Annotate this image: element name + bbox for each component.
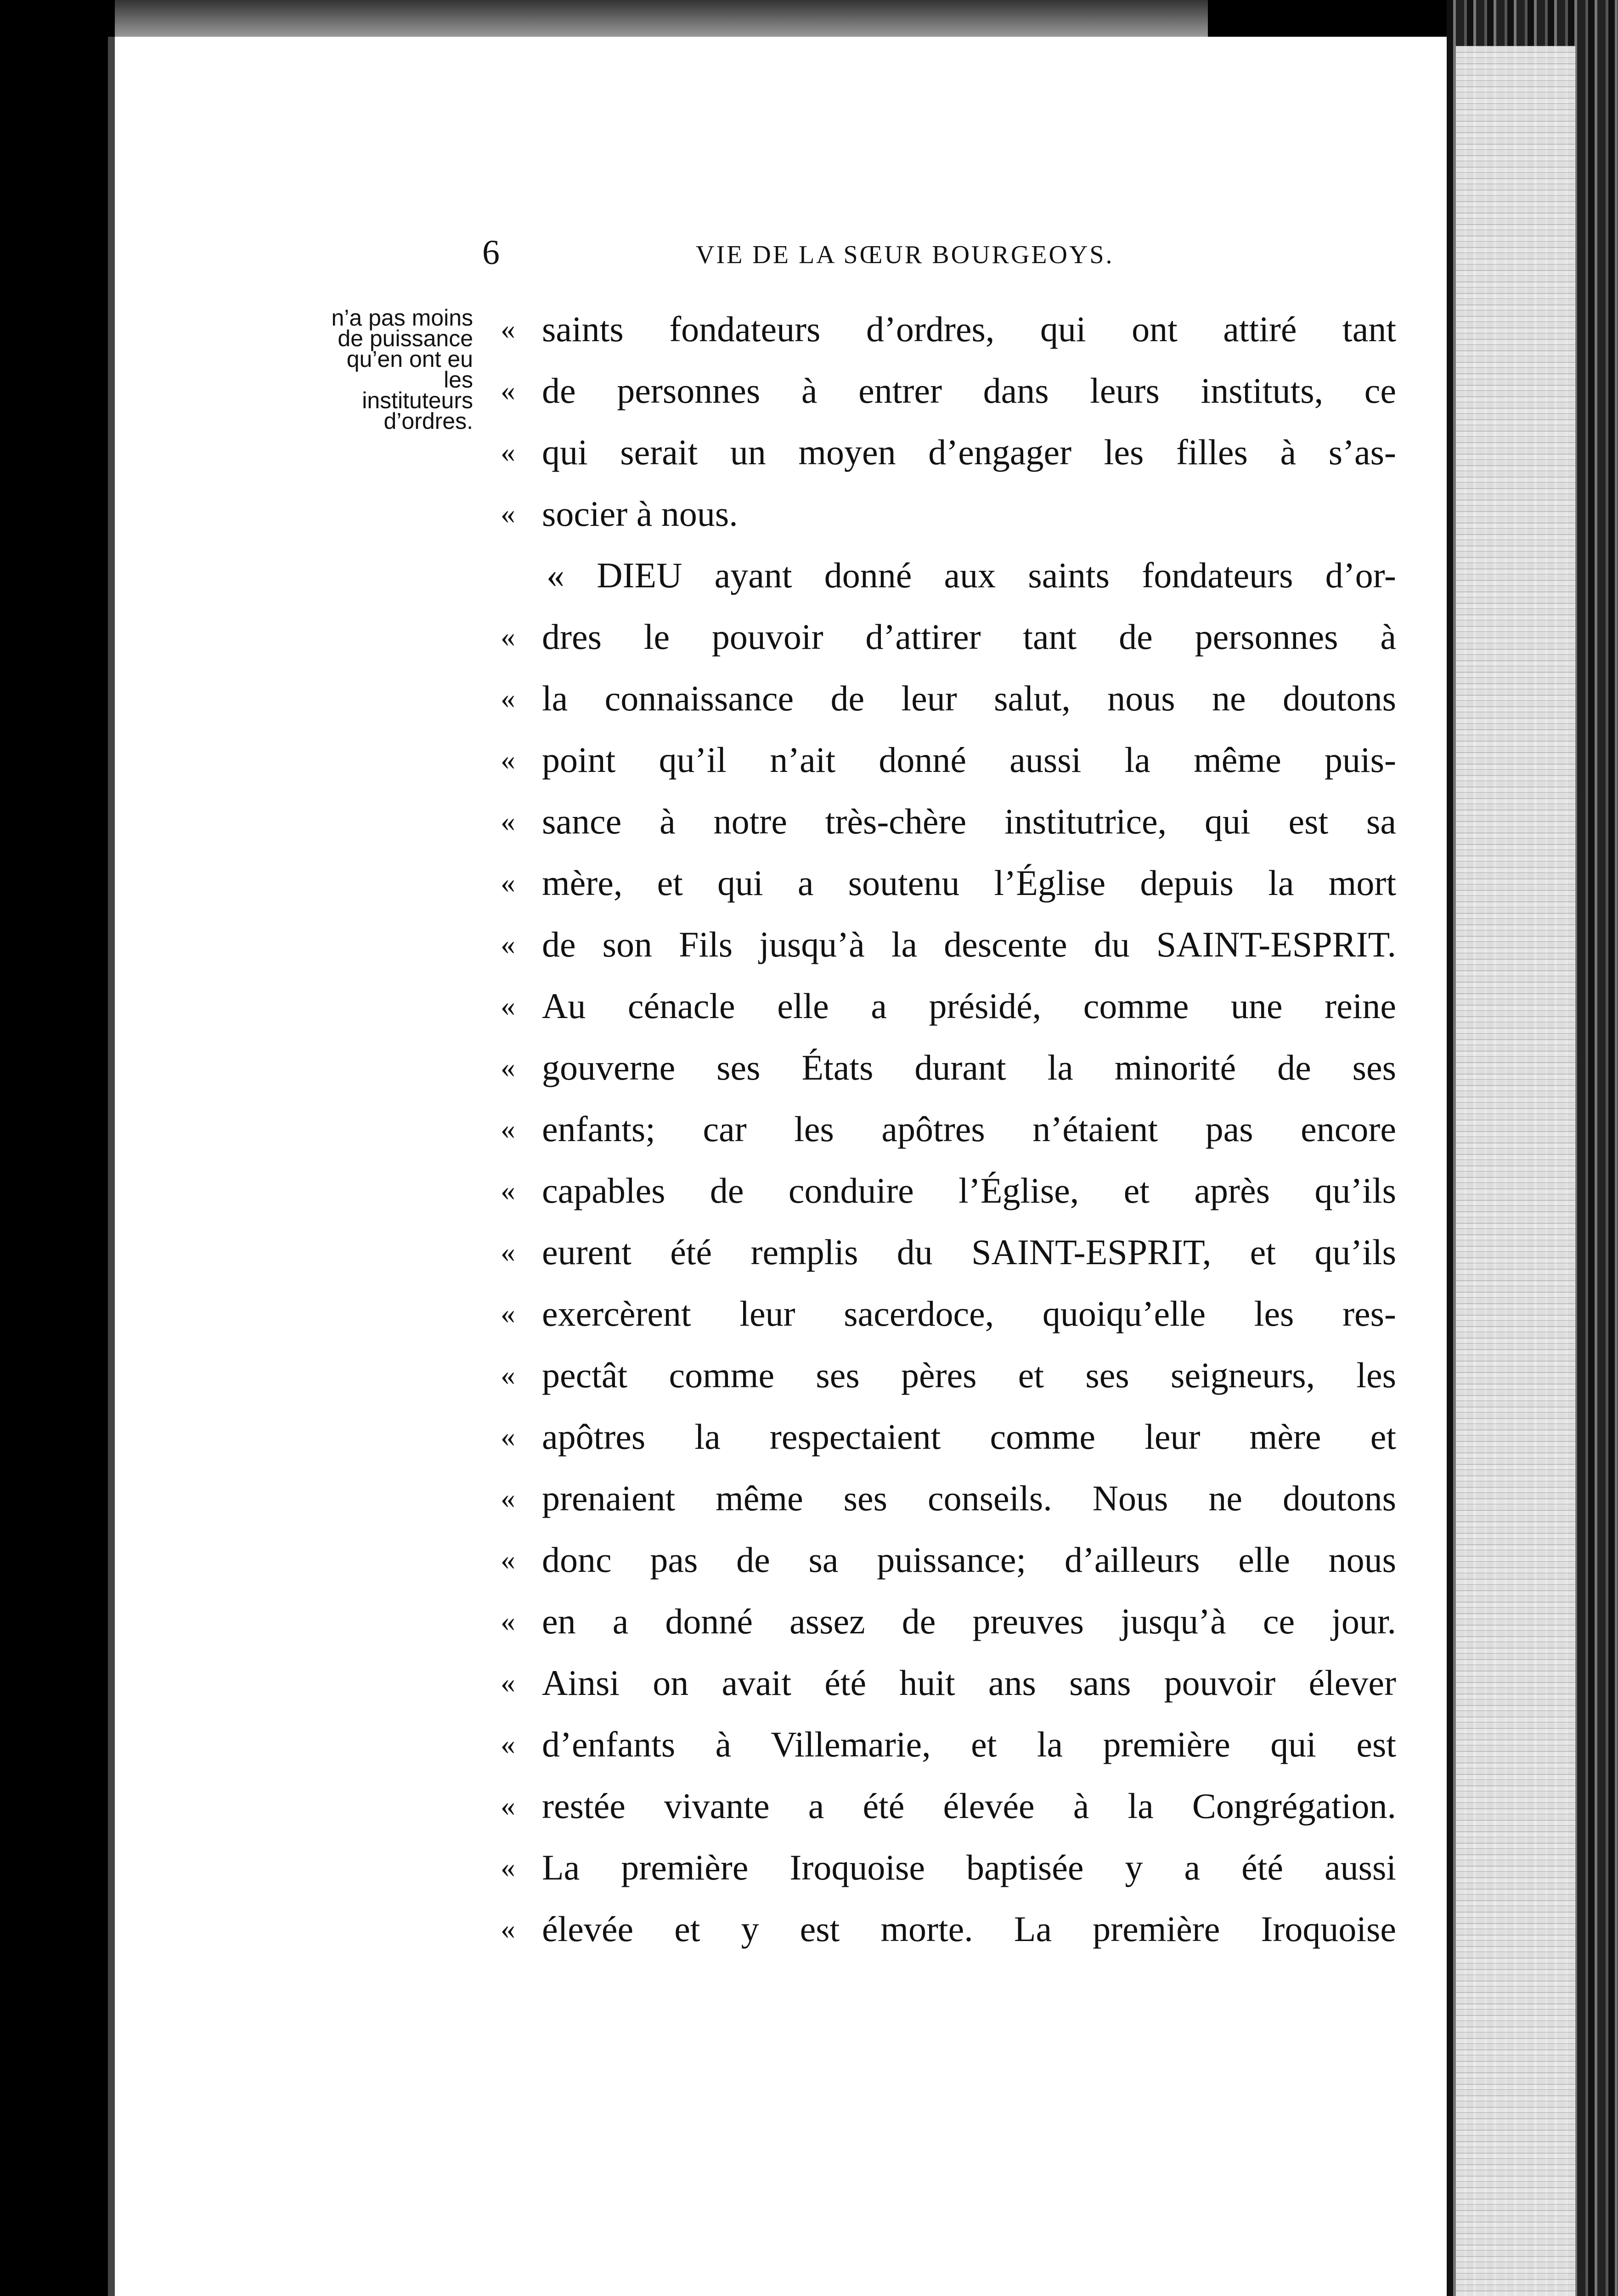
guillemet: « — [501, 990, 515, 1022]
text-line — [501, 1529, 1419, 1591]
line-text: exercèrent leur sacerdoce, quoiqu’elle les res- — [542, 1294, 1396, 1334]
stacked-page-edges — [1456, 46, 1575, 2296]
line-text: prenaient même ses conseils. Nous ne doutons — [542, 1478, 1396, 1518]
text-line — [501, 1160, 1419, 1221]
guillemet: « — [501, 1113, 515, 1145]
line-text: de son Fils jusqu’à la descente du SAINT-ESPRIT. — [542, 924, 1396, 964]
line-text: point qu’il n’ait donné aussi la même puis- — [542, 740, 1396, 780]
line-text: pectât comme ses pères et ses seigneurs, les — [542, 1355, 1396, 1395]
guillemet: « — [501, 1913, 515, 1945]
line-text: La première Iroquoise baptisée y a été aussi — [542, 1847, 1396, 1887]
line-text: donc pas de sa puissance; d’ailleurs elle nous — [542, 1540, 1396, 1580]
text-line — [501, 1345, 1419, 1406]
line-text: gouverne ses États durant la minorité de ses — [542, 1047, 1396, 1087]
text-line — [501, 975, 1419, 1037]
running-head: VIE DE LA SŒUR BOURGEOYS. — [696, 241, 1114, 269]
text-line — [501, 1775, 1419, 1837]
margin-note-line: n’a pas moins — [331, 305, 473, 331]
text-line — [501, 1098, 1419, 1160]
line-text: la connaissance de leur salut, nous ne doutons — [542, 678, 1396, 718]
line-text: « DIEU ayant donné aux saints fondateurs d’or- — [547, 555, 1396, 595]
line-text: mère, et qui a soutenu l’Église depuis la mort — [542, 863, 1396, 903]
guillemet: « — [501, 805, 515, 838]
line-text: enfants; car les apôtres n’étaient pas encore — [542, 1109, 1396, 1149]
text-line — [501, 483, 1419, 545]
text-line — [501, 545, 1419, 606]
right-page-edges — [1447, 0, 1618, 2296]
margin-note-line: de puissance — [338, 326, 473, 351]
text-line — [501, 1714, 1419, 1775]
margin-note-line: instituteurs — [362, 388, 473, 413]
page-number: 6 — [482, 233, 500, 272]
text-line — [501, 668, 1419, 729]
text-line — [501, 298, 1419, 360]
guillemet: « — [501, 1236, 515, 1268]
line-text: qui serait un moyen d’engager les filles à s’as- — [542, 432, 1396, 472]
text-line — [501, 1898, 1419, 1960]
page-header — [482, 232, 1180, 273]
top-page-shadow — [115, 0, 1208, 37]
guillemet: « — [501, 1851, 515, 1884]
text-line — [501, 729, 1419, 791]
text-line — [501, 1283, 1419, 1345]
text-line — [501, 1406, 1419, 1468]
line-text: apôtres la respectaient comme leur mère et — [542, 1417, 1396, 1457]
line-text: restée vivante a été élevée à la Congrégation. — [542, 1786, 1396, 1826]
line-text: Ainsi on avait été huit ans sans pouvoir élever — [542, 1663, 1396, 1703]
line-text: capables de conduire l’Église, et après qu’ils — [542, 1171, 1396, 1210]
text-line — [501, 606, 1419, 668]
guillemet: « — [501, 1420, 515, 1453]
text-line — [501, 422, 1419, 483]
line-text: en a donné assez de preuves jusqu’à ce jour. — [542, 1601, 1396, 1641]
line-text: socier à nous. — [542, 494, 738, 534]
guillemet: « — [501, 374, 515, 407]
guillemet: « — [501, 1051, 515, 1084]
guillemet: « — [501, 928, 515, 961]
text-line — [501, 852, 1419, 914]
line-text: de personnes à entrer dans leurs instituts, ce — [542, 371, 1396, 411]
guillemet: « — [501, 867, 515, 899]
margin-note-line: les — [444, 367, 473, 393]
guillemet: « — [501, 1790, 515, 1822]
line-text: d’enfants à Villemarie, et la première qui est — [542, 1724, 1396, 1764]
margin-note-line: qu’en ont eu — [346, 346, 473, 372]
text-line — [501, 1037, 1419, 1098]
line-text: dres le pouvoir d’attirer tant de personnes à — [542, 617, 1396, 657]
guillemet: « — [501, 497, 515, 530]
line-text: sance à notre très-chère institutrice, qui est sa — [542, 801, 1396, 841]
guillemet: « — [501, 1297, 515, 1330]
text-line — [501, 1468, 1419, 1529]
guillemet: « — [501, 1543, 515, 1576]
text-line — [501, 1221, 1419, 1283]
text-line — [501, 360, 1419, 422]
body-text — [501, 298, 1419, 1960]
text-line — [501, 1591, 1419, 1652]
guillemet: « — [501, 313, 515, 345]
left-page-edge — [108, 37, 115, 2296]
guillemet: « — [501, 682, 515, 715]
line-text: eurent été remplis du SAINT-ESPRIT, et qu’ils — [542, 1232, 1396, 1272]
guillemet: « — [501, 743, 515, 776]
guillemet: « — [501, 1728, 515, 1761]
margin-note-line: d’ordres. — [383, 408, 473, 434]
guillemet: « — [501, 436, 515, 468]
guillemet: « — [501, 620, 515, 653]
margin-note — [257, 305, 473, 434]
guillemet: « — [501, 1174, 515, 1207]
guillemet: « — [501, 1666, 515, 1699]
guillemet: « — [501, 1359, 515, 1391]
line-text: Au cénacle elle a présidé, comme une reine — [542, 986, 1396, 1026]
guillemet: « — [501, 1482, 515, 1514]
text-line — [501, 791, 1419, 852]
text-line — [501, 1837, 1419, 1898]
line-text: saints fondateurs d’ordres, qui ont attiré tant — [542, 309, 1396, 349]
text-line — [501, 914, 1419, 975]
text-line — [501, 1652, 1419, 1714]
line-text: élevée et y est morte. La première Iroquoise — [542, 1909, 1396, 1949]
guillemet: « — [501, 1605, 515, 1638]
